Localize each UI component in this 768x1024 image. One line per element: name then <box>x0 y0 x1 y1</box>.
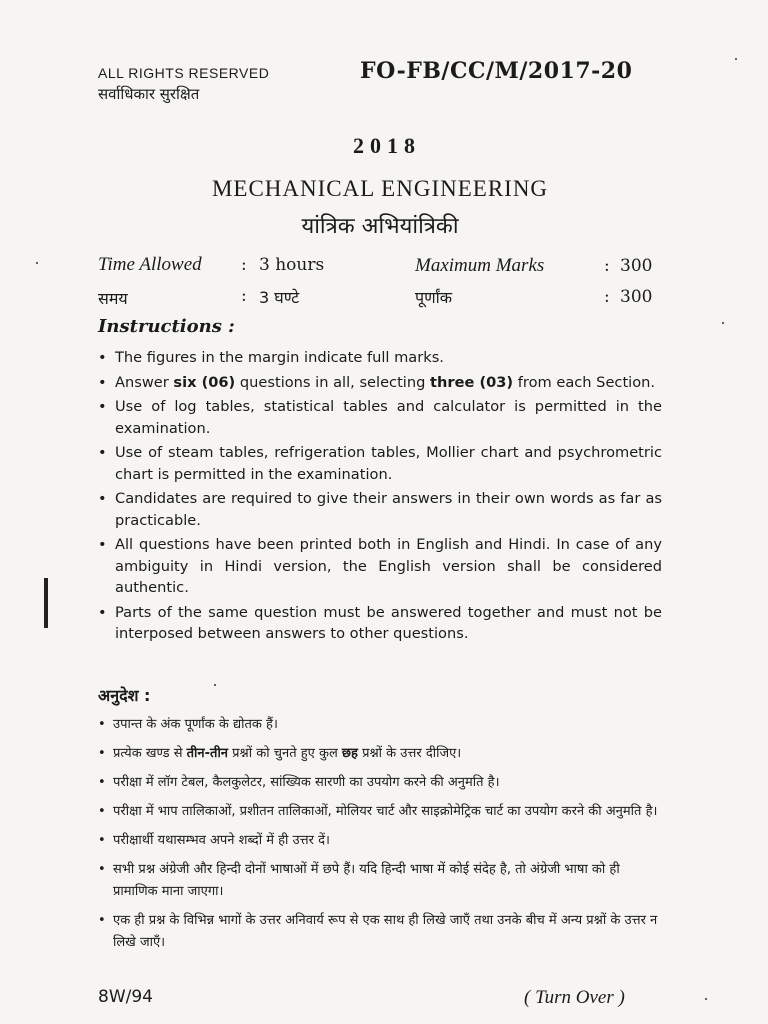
marks-separator-hi: : <box>604 287 610 307</box>
instruction-item: • All questions have been printed both in English and Hindi. In case of any ambiguity in Hindi version, the English version shall be considered authentic. <box>98 534 662 599</box>
marks-value-hi: 300 <box>620 287 653 307</box>
exam-year: 2018 <box>353 133 421 158</box>
time-separator-hi: : <box>241 286 247 306</box>
instruction-item: • Candidates are required to give their answers in their own words as far as practicable. <box>98 488 662 531</box>
turn-over-note: ( Turn Over ) <box>524 987 625 1008</box>
instructions-heading-hi: अनुदेश : <box>98 686 151 705</box>
time-separator-en: : <box>241 255 247 275</box>
instructions-list-hi <box>98 714 662 961</box>
instructions-heading: Instructions : <box>98 316 235 337</box>
rights-reserved-hi: सर्वाधिकार सुरक्षित <box>98 85 200 103</box>
footer-paper-code: 8W/94 <box>98 987 153 1007</box>
max-marks-value: 300 <box>620 256 653 276</box>
subject-title-en: MECHANICAL ENGINEERING <box>211 176 549 201</box>
time-label-hi: समय <box>98 289 128 308</box>
instruction-item-hi: • प्रत्येक खण्ड से तीन-तीन प्रश्नों को चुनते हुए कुल छह प्रश्नों के उत्तर दीजिए। <box>98 743 662 765</box>
paper-code: FO-FB/CC/M/2017-20 <box>360 58 633 84</box>
instructions-list-en <box>98 347 662 648</box>
scan-speck <box>214 684 216 686</box>
instruction-item: • Use of log tables, statistical tables and calculator is permitted in the examination. <box>98 396 662 439</box>
margin-mark <box>44 578 48 628</box>
time-allowed-label: Time Allowed <box>98 254 202 275</box>
scan-speck <box>36 262 38 264</box>
instruction-item-hi: • एक ही प्रश्न के विभिन्न भागों के उत्तर अनिवार्य रूप से एक साथ ही लिखे जाएँ तथा उनके बीच में अन्य प्रश्नों के उत्तर न लिखे जाएँ। <box>98 910 662 954</box>
instruction-item: • Parts of the same question must be answered together and must not be interposed between answers to other questions. <box>98 602 662 645</box>
marks-label-hi: पूर्णांक <box>415 288 453 307</box>
rights-reserved-en: ALL RIGHTS RESERVED <box>98 65 270 81</box>
time-value-hi: 3 घण्टे <box>259 288 300 307</box>
instruction-item-hi: • परीक्षा में लॉग टेबल, कैलकुलेटर, सांख्यिक सारणी का उपयोग करने की अनुमति है। <box>98 772 662 794</box>
instruction-item: • Use of steam tables, refrigeration tables, Mollier chart and psychrometric chart is permitted in the examination. <box>98 442 662 485</box>
subject-title-hi: यांत्रिक अभियांत्रिकी <box>301 214 459 239</box>
scan-speck <box>735 58 737 60</box>
instruction-item-hi: • परीक्षा में भाप तालिकाओं, प्रशीतन तालिकाओं, मोलियर चार्ट और साइक्रोमेट्रिक चार्ट का उपयोग करने की अनुमति है। <box>98 801 662 823</box>
marks-separator-en: : <box>604 256 610 276</box>
instruction-item-hi: • परीक्षार्थी यथासम्भव अपने शब्दों में ही उत्तर दें। <box>98 830 662 852</box>
scan-speck <box>722 322 724 324</box>
instruction-item: • Answer six (06) questions in all, selecting three (03) from each Section. <box>98 372 662 394</box>
instruction-item-hi: • सभी प्रश्न अंग्रेजी और हिन्दी दोनों भाषाओं में छपे हैं। यदि हिन्दी भाषा में कोई संदेह है, तो अंग्रेजी भाषा को ही प्रामाणिक माना जाएगा। <box>98 859 662 903</box>
instruction-item-hi: • उपान्त के अंक पूर्णांक के द्योतक हैं। <box>98 714 662 736</box>
instruction-item: • The figures in the margin indicate full marks. <box>98 347 662 369</box>
scan-speck <box>705 998 707 1000</box>
max-marks-label: Maximum Marks <box>415 255 545 276</box>
time-allowed-value: 3 hours <box>259 255 325 275</box>
